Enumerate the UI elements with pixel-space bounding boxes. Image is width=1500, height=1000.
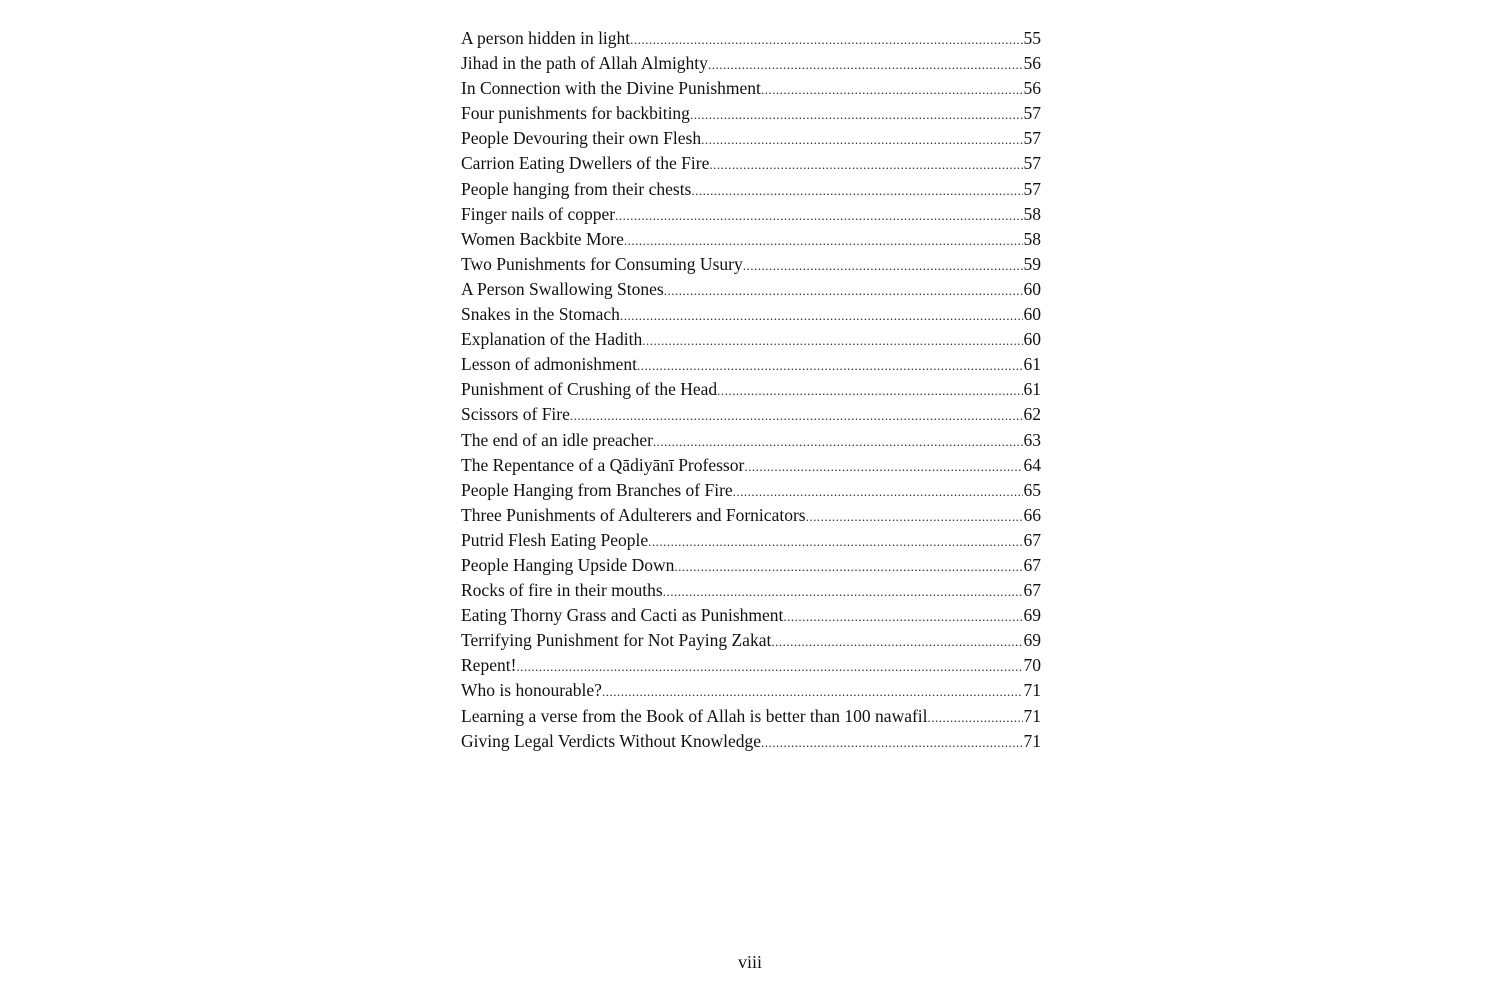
toc-dot-leader xyxy=(708,52,1023,77)
toc-entry[interactable] xyxy=(461,478,1041,503)
toc-dot-leader xyxy=(733,479,1023,504)
toc-entry[interactable] xyxy=(461,578,1041,603)
toc-entry-page: 71 xyxy=(1023,730,1041,751)
toc-entry-title: A person hidden in light xyxy=(461,28,631,48)
toc-entry[interactable] xyxy=(461,51,1041,76)
toc-entry[interactable] xyxy=(461,227,1041,252)
toc-dot-leader xyxy=(516,654,1022,679)
toc-dot-leader xyxy=(674,554,1022,579)
toc-entry-title: Repent! xyxy=(461,655,517,676)
toc-entry-title: Eating Thorny Grass and Cacti as Punishment xyxy=(461,605,784,626)
toc-dot-leader xyxy=(624,228,1023,253)
toc-entry-title: People Hanging from Branches of Fire xyxy=(461,479,733,500)
toc-entry-title: Finger nails of copper xyxy=(461,203,616,224)
toc-entry[interactable] xyxy=(461,101,1041,126)
toc-dot-leader xyxy=(653,429,1023,454)
toc-entry-page: 65 xyxy=(1023,479,1041,500)
toc-entry[interactable] xyxy=(461,503,1041,528)
toc-entry[interactable] xyxy=(461,76,1041,101)
toc-entry-title: People Devouring their own Flesh xyxy=(461,128,702,149)
toc-entry-page: 57 xyxy=(1023,103,1041,124)
toc-dot-leader xyxy=(648,529,1022,554)
toc-entry-title: Giving Legal Verdicts Without Knowledge xyxy=(461,730,761,751)
toc-entry-title: Jihad in the path of Allah Almighty xyxy=(461,53,708,74)
toc-entry-title: People hanging from their chests xyxy=(461,178,692,199)
toc-entry-page: 57 xyxy=(1023,128,1041,149)
toc-entry-page: 71 xyxy=(1023,680,1041,701)
toc-entry-page: 67 xyxy=(1023,580,1041,601)
toc-dot-leader xyxy=(630,27,1022,52)
toc-dot-leader xyxy=(928,705,1023,730)
toc-dot-leader xyxy=(570,403,1023,428)
toc-entry-title: In Connection with the Divine Punishment xyxy=(461,78,761,99)
toc-entry-page: 61 xyxy=(1023,379,1041,400)
toc-entry-title: A Person Swallowing Stones xyxy=(461,278,664,299)
toc-dot-leader xyxy=(691,178,1022,203)
toc-entry-title: Scissors of Fire xyxy=(461,404,570,425)
toc-entry-page: 62 xyxy=(1023,404,1041,425)
toc-entry[interactable] xyxy=(461,453,1041,478)
toc-entry-page: 58 xyxy=(1023,203,1041,224)
page-number: viii xyxy=(737,952,762,972)
toc-entry[interactable] xyxy=(461,126,1041,151)
toc-entry[interactable] xyxy=(461,327,1041,352)
toc-entry-page: 57 xyxy=(1023,153,1041,174)
toc-entry-title: Snakes in the Stomach xyxy=(461,304,620,325)
toc-entry[interactable] xyxy=(461,428,1041,453)
toc-entry[interactable] xyxy=(461,302,1041,327)
toc-entry-title: People Hanging Upside Down xyxy=(461,554,675,575)
toc-entry-page: 57 xyxy=(1023,178,1041,199)
toc-entry-title: Putrid Flesh Eating People xyxy=(461,529,649,550)
toc-entry[interactable] xyxy=(461,528,1041,553)
toc-entry[interactable] xyxy=(461,603,1041,628)
toc-dot-leader xyxy=(664,278,1023,303)
toc-entry-page: 56 xyxy=(1023,78,1041,99)
toc-entry[interactable] xyxy=(461,202,1041,227)
toc-entry[interactable] xyxy=(461,402,1041,427)
toc-entry[interactable] xyxy=(461,729,1041,754)
toc-entry-page: 67 xyxy=(1023,554,1041,575)
toc-dot-leader xyxy=(717,378,1022,403)
toc-entry-page: 69 xyxy=(1023,605,1041,626)
toc-dot-leader xyxy=(744,454,1022,479)
toc-entry[interactable] xyxy=(461,704,1041,729)
toc-entry-title: Four punishments for backbiting xyxy=(461,103,690,124)
toc-entry-title: The end of an idle preacher xyxy=(461,429,653,450)
toc-entry-page: 59 xyxy=(1023,253,1041,274)
toc-entry-page: 60 xyxy=(1023,329,1041,350)
toc-entry-page: 71 xyxy=(1023,705,1041,726)
toc-entry-page: 58 xyxy=(1023,228,1041,249)
toc-entry-page: 69 xyxy=(1023,630,1041,651)
toc-entry-page: 60 xyxy=(1023,304,1041,325)
toc-entry-page: 55 xyxy=(1023,28,1041,48)
toc-entry-title: Explanation of the Hadith xyxy=(461,329,643,350)
toc-entry-page: 67 xyxy=(1023,529,1041,550)
toc-entry-title: The Repentance of a Qādiyānī Professor xyxy=(461,454,745,475)
toc-entry[interactable] xyxy=(461,26,1041,51)
toc-entry-page: 64 xyxy=(1023,454,1041,475)
toc-dot-leader xyxy=(701,127,1022,152)
table-of-contents xyxy=(461,26,1041,754)
toc-entry[interactable] xyxy=(461,653,1041,678)
toc-entry-title: Women Backbite More xyxy=(461,228,624,249)
toc-dot-leader xyxy=(743,253,1023,278)
toc-entry[interactable] xyxy=(461,377,1041,402)
toc-dot-leader xyxy=(620,303,1023,328)
toc-entry-title: Lesson of admonishment xyxy=(461,354,637,375)
toc-entry-page: 70 xyxy=(1023,655,1041,676)
toc-dot-leader xyxy=(771,629,1022,654)
toc-entry-title: Two Punishments for Consuming Usury xyxy=(461,253,743,274)
toc-dot-leader xyxy=(663,579,1023,604)
toc-dot-leader xyxy=(642,328,1022,353)
toc-dot-leader xyxy=(761,77,1023,102)
toc-dot-leader xyxy=(602,679,1023,704)
toc-entry[interactable] xyxy=(461,277,1041,302)
toc-dot-leader xyxy=(761,730,1023,755)
toc-entry[interactable] xyxy=(461,628,1041,653)
toc-entry-title: Rocks of fire in their mouths xyxy=(461,580,663,601)
toc-entry-title: Who is honourable? xyxy=(461,680,602,701)
toc-entry-title: Terrifying Punishment for Not Paying Zakat xyxy=(461,630,772,651)
toc-entry[interactable] xyxy=(461,553,1041,578)
toc-dot-leader xyxy=(783,604,1022,629)
toc-entry-title: Carrion Eating Dwellers of the Fire xyxy=(461,153,710,174)
toc-dot-leader xyxy=(690,102,1023,127)
toc-dot-leader xyxy=(637,353,1023,378)
toc-dot-leader xyxy=(709,152,1022,177)
toc-dot-leader xyxy=(615,203,1022,228)
toc-entry-title: Learning a verse from the Book of Allah is better than 100 nawafil xyxy=(461,705,928,726)
toc-dot-leader xyxy=(806,504,1023,529)
toc-entry[interactable] xyxy=(461,177,1041,202)
toc-entry-title: Three Punishments of Adulterers and Fornicators xyxy=(461,504,806,525)
toc-entry-page: 63 xyxy=(1023,429,1041,450)
toc-entry-page: 56 xyxy=(1023,53,1041,74)
toc-entry[interactable] xyxy=(461,252,1041,277)
toc-entry[interactable] xyxy=(461,151,1041,176)
toc-entry[interactable] xyxy=(461,352,1041,377)
toc-entry-page: 61 xyxy=(1023,354,1041,375)
toc-entry-page: 60 xyxy=(1023,278,1041,299)
toc-entry-title: Punishment of Crushing of the Head xyxy=(461,379,718,400)
toc-entry[interactable] xyxy=(461,678,1041,703)
toc-entry-page: 66 xyxy=(1023,504,1041,525)
